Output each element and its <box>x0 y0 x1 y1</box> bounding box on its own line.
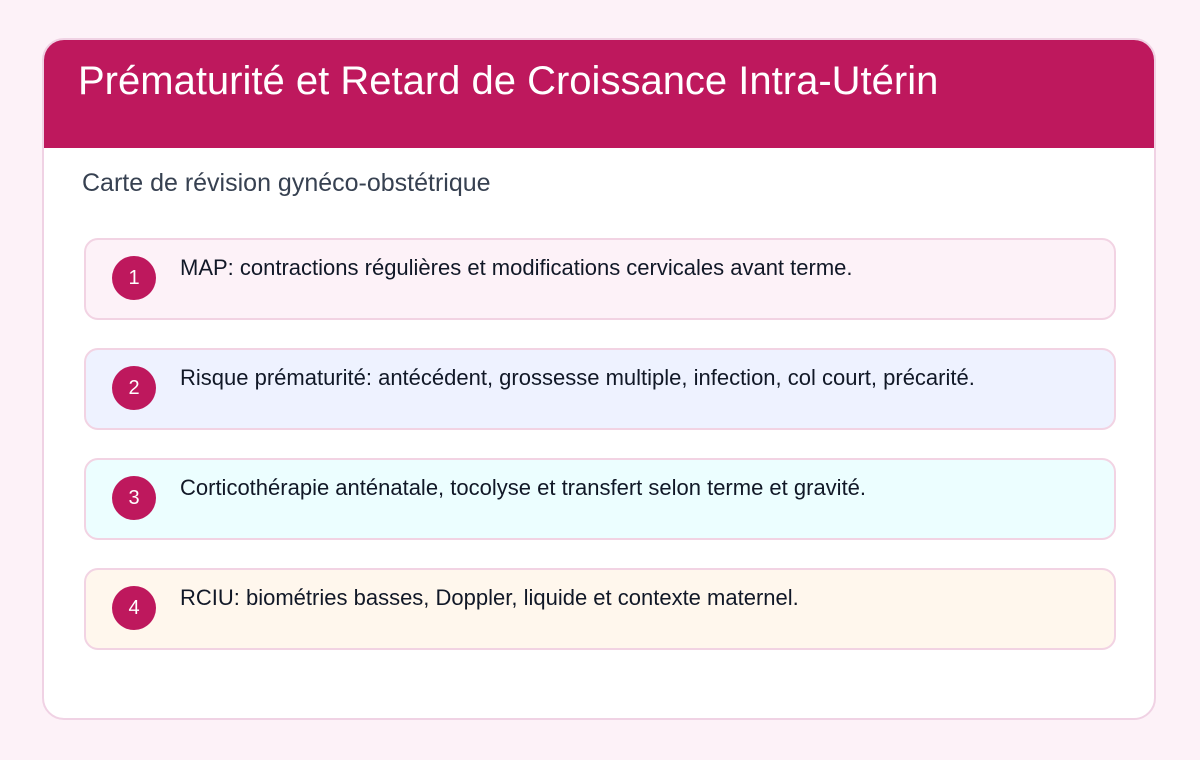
list-item <box>84 348 1116 430</box>
list-item <box>84 238 1116 320</box>
card-header <box>42 38 1156 148</box>
item-number-badge: 2 <box>112 366 156 410</box>
page-title: Prématurité et Retard de Croissance Intra-Utérin <box>78 59 939 103</box>
item-text: Risque prématurité: antécédent, grossesse multiple, infection, col court, précarité. <box>180 365 975 390</box>
list-item <box>84 458 1116 540</box>
revision-card <box>42 38 1156 720</box>
item-number-badge: 4 <box>112 586 156 630</box>
list-item <box>84 568 1116 650</box>
item-text: RCIU: biométries basses, Doppler, liquide et contexte maternel. <box>180 585 799 610</box>
item-text: Corticothérapie anténatale, tocolyse et transfert selon terme et gravité. <box>180 475 867 500</box>
item-number-badge: 1 <box>112 256 156 300</box>
item-text: MAP: contractions régulières et modifications cervicales avant terme. <box>180 255 853 280</box>
card-subtitle: Carte de révision gynéco-obstétrique <box>82 169 491 197</box>
item-number-badge: 3 <box>112 476 156 520</box>
